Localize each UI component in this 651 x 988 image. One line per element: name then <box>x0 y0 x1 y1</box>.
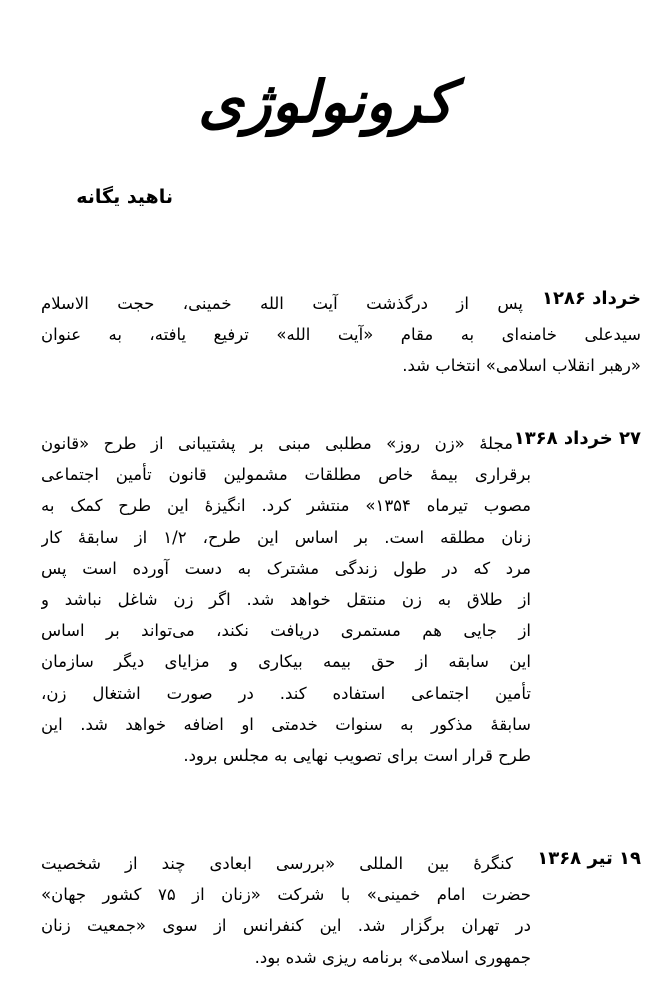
entry-text-line: مجلهٔ «زن روز» مطلبی مبنی بر پشتیبانی از طرح «قانون <box>41 434 513 453</box>
entry-text-line: برقراری بیمهٔ خاص مطلقات مشمولین قانون تأمین اجتماعی <box>41 465 531 485</box>
page-title: کرونولوژی <box>198 68 453 136</box>
chronology-entry <box>41 288 641 382</box>
entry-text-line: مرد که در طول زندگی مشترک به دست آورده است پس <box>41 558 531 578</box>
chronology-entry <box>41 428 641 771</box>
entry-date: ۱۹ تیر ۱۳۶۸ <box>537 848 641 869</box>
entry-text-line: زنان مطلقه است. بر اساس این طرح، ۱/۲ از سابقهٔ کار <box>41 527 531 547</box>
entry-text-line: از طلاق به زن منتقل خواهد شد. اگر زن شاغل نباشد و <box>41 589 531 609</box>
entry-date: خرداد ۱۲۸۶ <box>541 288 641 309</box>
entry-text-line: مصوب تیرماه ۱۳۵۴» منتشر کرد. انگیزهٔ این طرح کمک به <box>41 496 531 516</box>
chronology-entry <box>41 848 641 973</box>
entry-text-line: حضرت امام خمینی» با شرکت «زنان از ۷۵ کشور جهان» <box>41 885 531 905</box>
entry-text-line: تأمین اجتماعی استفاده کند. در صورت اشتغال زن، <box>41 683 531 703</box>
entry-text-line: در تهران برگزار شد. این کنفرانس از سوی «جمعیت زنان <box>41 916 531 936</box>
entry-text-line: کنگرهٔ بین المللی «بررسی ابعادی چند از شخصیت <box>41 854 513 873</box>
entry-text-line: این سابقه از حق بیمه بیکاری و مزایای دیگر سازمان <box>41 652 531 672</box>
author-name: ناهید یگانه <box>76 186 173 208</box>
entry-text-line: سیدعلی خامنه‌ای به مقام «آیت الله» ترفیع یافته، به عنوان <box>41 325 641 345</box>
entry-text-line: طرح قرار است برای تصویب نهایی به مجلس برود. <box>183 745 531 765</box>
entry-text-line: پس از درگذشت آیت الله خمینی، حجت الاسلام <box>41 294 523 313</box>
entry-body <box>41 428 531 771</box>
entry-text-line: از جایی هم مستمری دریافت نکند، می‌تواند بر اساس <box>41 621 531 641</box>
entry-body <box>41 848 531 973</box>
entry-text-line: سابقهٔ مذکور به سنوات خدمتی او اضافه خواهد شد. این <box>41 714 531 734</box>
entry-text-line: «رهبر انقلاب اسلامی» انتخاب شد. <box>402 356 641 376</box>
entry-text-line: جمهوری اسلامی» برنامه ریزی شده بود. <box>254 947 531 967</box>
entry-date: ۲۷ خرداد ۱۳۶۸ <box>513 428 641 449</box>
